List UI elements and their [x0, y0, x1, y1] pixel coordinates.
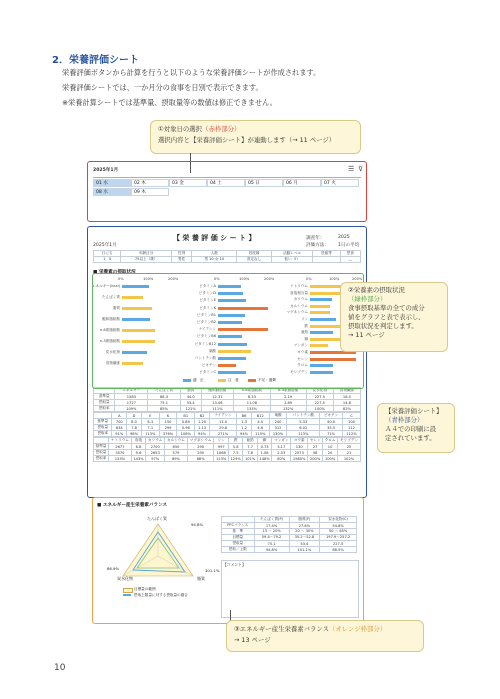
- table-cell: 摂取量: [94, 400, 115, 406]
- table-cell: 11.0: [209, 419, 236, 425]
- radar-legend-swatch-2: [123, 594, 131, 596]
- table-cell: 1068: [214, 450, 228, 456]
- intro-line-2: 栄養評価シートでは、一か月分の食事を日別で表示できます。: [62, 83, 263, 92]
- table-header-cell: n-3系脂肪酸: [270, 388, 306, 394]
- meta-label-method: 評価方法：: [306, 243, 329, 248]
- callout-pfc-frame: （オレンジ枠部分）: [329, 625, 387, 633]
- table-cell: 271%: [209, 431, 236, 437]
- table-cell: 227.5: [306, 394, 333, 400]
- table-cell: 121%: [180, 406, 201, 412]
- pfc-frame: [92, 497, 364, 624]
- table-header-cell: K: [159, 413, 177, 419]
- meta-value-method: 1日の平均: [338, 243, 360, 248]
- table-cell: 2.53: [272, 450, 291, 456]
- table-cell: 摂取率: [94, 406, 115, 412]
- bar-label: ナトリウム: [290, 284, 308, 288]
- table-header-cell: マンガン: [272, 438, 291, 444]
- table-cell: 2677: [109, 444, 132, 450]
- bar-label: カルシウム: [290, 303, 308, 308]
- table-cell: 8.0: [127, 419, 142, 425]
- bar-label: マグネシウム: [286, 310, 308, 315]
- table-header-cell: モリブデン: [338, 438, 361, 444]
- axis-tick: 100%: [239, 277, 250, 281]
- table-cell: 0.96: [177, 425, 195, 431]
- mineral-table: [93, 437, 361, 462]
- table-cell: 2700: [146, 444, 165, 450]
- date-panel-title: 2025年1月: [93, 168, 119, 173]
- bar-label: ビタミンC: [199, 370, 216, 375]
- table-cell: 197.9～257.2: [320, 535, 357, 541]
- table-header-cell: エネルギー: [115, 388, 148, 394]
- table-header-cell: 飽和脂肪酸: [201, 388, 234, 394]
- table-cell: 143%: [131, 456, 145, 462]
- table-cell: 700: [112, 419, 127, 425]
- table-cell: 18.0: [333, 394, 360, 400]
- table-cell: 3.17: [272, 444, 291, 450]
- table-cell: 200%: [308, 456, 323, 462]
- table-header-cell: カリウム: [146, 438, 165, 444]
- table-cell: 130: [291, 444, 308, 450]
- table-cell: 101.1%: [289, 547, 320, 553]
- table-cell: 132%: [270, 406, 306, 412]
- menu-icon[interactable]: ☰: [348, 165, 355, 173]
- axis-tick: 200%: [264, 277, 275, 281]
- radar-label-carb: 炭水化物: [117, 576, 133, 581]
- table-cell: 80%: [272, 456, 291, 462]
- table-cell: 11.08: [234, 400, 270, 406]
- table-cell: 25: [338, 444, 361, 450]
- bar-label: たんぱく質: [102, 295, 120, 299]
- table-cell: 44.0: [180, 394, 201, 400]
- table-cell: 50.0: [320, 419, 343, 425]
- table-header-cell: たんぱく質(P): [254, 517, 289, 523]
- table-cell: 102%: [338, 456, 361, 462]
- table-cell: 5.33: [287, 419, 320, 425]
- comment-box[interactable]: [221, 560, 359, 618]
- date-cell[interactable]: 08 水: [93, 188, 131, 196]
- table-cell: 6.3: [141, 419, 159, 425]
- bar-label: n-3系脂肪酸: [99, 339, 120, 343]
- bar-label: エネルギー(kcal): [91, 284, 120, 288]
- table-header-cell: クロム: [323, 438, 338, 444]
- callout-intake-title: ②栄養素の摂取状況: [348, 286, 405, 294]
- bar-label: 銅: [304, 336, 308, 341]
- callout-sheet-body-1: Ａ４での印刷に設: [385, 425, 437, 433]
- table-cell: 94%: [237, 431, 252, 437]
- axis-tick: 0%: [214, 277, 220, 281]
- table-cell: 2653: [146, 450, 165, 456]
- radar-value-carb: 86.9%: [107, 566, 120, 571]
- table-cell: 7.8: [243, 450, 257, 456]
- radar-legend-2: 摂取上限量に対する摂取量の割合: [134, 593, 188, 597]
- table-cell: 50 ～ 65%: [320, 529, 357, 535]
- vitamin-table: [93, 412, 361, 437]
- table-cell: 2573: [291, 450, 308, 456]
- bar-label: ビタミンD: [198, 291, 216, 296]
- table-cell: 27: [308, 444, 323, 450]
- date-cell[interactable]: 06 月: [283, 179, 321, 187]
- table-cell: 113%: [287, 431, 320, 437]
- table-cell: 8.33: [234, 394, 270, 400]
- info-table: 日にち 年齢区分 性別 人数 妊産婦 活動レベル 妊娠等 摂食 1．5 75以上（歳） 男性 男 10 女 10 設定なし 低い（Ⅰ） ―: [93, 250, 361, 263]
- table-cell: 21: [338, 450, 361, 456]
- callout-pfc-title: ③エネルギー産生栄養素バランス: [234, 625, 330, 633]
- table-cell: 71%: [320, 431, 343, 437]
- table-cell: 3570: [109, 450, 132, 456]
- date-cell[interactable]: 05 日: [245, 179, 283, 187]
- intake-frame: [92, 273, 364, 389]
- bar-label: マンガン: [293, 343, 308, 348]
- table-cell: 113%: [141, 431, 159, 437]
- callout-sheet-body-2: 定されています。: [385, 434, 436, 442]
- table-cell: 108%: [177, 431, 195, 437]
- table-row: [222, 547, 357, 553]
- table-cell: 13 ～ 20%: [254, 529, 289, 535]
- intro-line-1: 栄養評価ボタンから計算を行うと以下のような栄養評価シートが作成されます。: [62, 68, 321, 77]
- bar-label: ビタミンB12: [194, 341, 216, 346]
- table-header-cell: ナイアシン: [209, 413, 236, 419]
- table-cell: 摂取／上限: [222, 547, 255, 553]
- table-cell: 148%: [257, 456, 271, 462]
- table-cell: 摂取量: [222, 541, 255, 547]
- date-cell[interactable]: 03 金: [169, 179, 207, 187]
- radar-legend-swatch-1: [123, 588, 133, 593]
- axis-tick: 0%: [118, 277, 124, 281]
- bar-label: ナイアシン: [198, 327, 216, 332]
- table-cell: 91%: [112, 431, 127, 437]
- table-cell: 35.5: [320, 425, 343, 431]
- table-cell: 29.8: [209, 425, 236, 431]
- table-cell: 1583: [115, 394, 148, 400]
- table-cell: 1980%: [291, 456, 308, 462]
- table-cell: 88.5%: [320, 547, 357, 553]
- pfc-radar-chart: [113, 516, 203, 596]
- table-cell: 摂取率: [94, 456, 109, 462]
- table-cell: 13.06: [201, 400, 234, 406]
- axis-tick: 200%: [352, 277, 363, 281]
- table-cell: 摂取率: [94, 431, 112, 437]
- table-cell: 227.5: [320, 541, 357, 547]
- table-row: [94, 431, 361, 437]
- table-cell: 101%: [243, 456, 257, 462]
- table-cell: 9.6: [131, 450, 145, 456]
- table-cell: 579: [165, 450, 188, 456]
- table-cell: 112%: [343, 431, 361, 437]
- table-cell: 2.89: [270, 400, 306, 406]
- table-cell: 基準量: [94, 444, 109, 450]
- page-number: 10: [54, 663, 66, 673]
- table-cell: 12.31: [201, 394, 234, 400]
- sheet-month: 2025年1月: [93, 243, 117, 248]
- table-header-cell: 鉄: [228, 438, 242, 444]
- table-header-cell: ヨウ素: [291, 438, 308, 444]
- table-cell: 97%: [146, 456, 165, 462]
- table-header-cell: A: [112, 413, 127, 419]
- axis-tick: 0%: [306, 277, 312, 281]
- bar-label: パントテン酸: [194, 356, 216, 360]
- table-cell: 59.4～79.2: [254, 535, 289, 541]
- table-cell: 58: [308, 450, 323, 456]
- table-cell: 6.02: [287, 425, 320, 431]
- comment-label: 【コメント】: [223, 562, 246, 567]
- table-cell: 111%: [201, 406, 234, 412]
- table-cell: 82%: [333, 406, 360, 412]
- intake-heading: ■ 栄養素の摂取状況: [93, 270, 136, 275]
- table-cell: 7.5: [228, 450, 242, 456]
- table-cell: 130%: [269, 431, 287, 437]
- callout-date-select: [150, 120, 361, 154]
- table-cell: 1.3: [237, 419, 252, 425]
- table-cell: 227.5: [306, 400, 333, 406]
- legend-bad: 不足・過剰: [258, 378, 276, 382]
- legend-warn: 注 意: [228, 378, 239, 382]
- macro-table: [93, 387, 361, 412]
- table-cell: 113%: [214, 456, 228, 462]
- date-panel-frame: [87, 161, 367, 222]
- table-cell: 133%: [109, 456, 132, 462]
- table-cell: 5.8: [228, 444, 242, 450]
- table-cell: 1.2: [237, 425, 252, 431]
- table-cell: 299: [159, 425, 177, 431]
- table-cell: 6.8: [131, 444, 145, 450]
- callout-sheet-frame: （青枠部分）: [385, 416, 424, 424]
- table-cell: 10: [323, 444, 338, 450]
- bar-label: 食物繊維: [105, 361, 120, 365]
- section-title: 2．栄養評価シート: [52, 55, 139, 66]
- table-cell: 650: [165, 444, 188, 450]
- table-cell: 27.8%: [289, 523, 320, 529]
- table-cell: 2.19: [270, 394, 306, 400]
- callout-pfc: [226, 620, 424, 652]
- table-cell: 100: [343, 419, 361, 425]
- table-cell: 634: [112, 425, 127, 431]
- bar-label: ビタミンK: [199, 305, 216, 310]
- table-cell: 基準量: [94, 394, 115, 400]
- table-cell: 109%: [115, 406, 148, 412]
- bar-label: ビタミンE: [199, 298, 216, 303]
- callout-sheet-title: 【栄養評価シート】: [385, 407, 443, 415]
- date-cell[interactable]: 09 木: [131, 188, 169, 196]
- table-cell: 94%: [195, 431, 210, 437]
- table-cell: 目標量: [222, 535, 255, 541]
- sheet-title: 【 栄 養 評 価 シ ー ト 】: [173, 234, 256, 242]
- callout-intake-body-2: 値をグラフと表で表示し、: [348, 313, 425, 321]
- table-header-cell: カルシウム: [165, 438, 188, 444]
- table-cell: 17.4%: [254, 523, 289, 529]
- table-cell: 4.6: [251, 425, 269, 431]
- table-cell: 53.4: [289, 541, 320, 547]
- table-cell: 115%: [251, 431, 269, 437]
- table-header-cell: 脂質: [180, 388, 201, 394]
- table-cell: 290: [187, 450, 214, 456]
- bar-label: 葉酸: [208, 348, 216, 353]
- bar-label: 鉄: [304, 323, 308, 328]
- date-cell[interactable]: 01 水: [93, 179, 131, 187]
- table-header-cell: リン: [214, 438, 228, 444]
- table-header-cell: 脂質(F): [289, 517, 320, 523]
- callout-intake: [340, 282, 448, 352]
- table-row: [94, 456, 361, 462]
- table-header-cell: C: [343, 413, 361, 419]
- table-cell: 312: [269, 425, 287, 431]
- radar-value-fat: 101.1%: [205, 568, 220, 573]
- bar-label: ビタミンB6: [196, 334, 216, 339]
- table-header-cell: 食塩: [131, 438, 145, 444]
- table-cell: 7.1: [141, 425, 159, 431]
- table-cell: 1.20: [195, 419, 210, 425]
- date-cell[interactable]: 02 木: [131, 179, 169, 187]
- callout-pfc-link: → 13 ページ: [234, 636, 271, 644]
- table-header-cell: パントテン酸: [287, 413, 320, 419]
- bar-label: ビタミンB2: [196, 320, 216, 324]
- table-cell: 94.8%: [254, 547, 289, 553]
- table-header-cell: 炭水化物: [306, 388, 333, 394]
- table-cell: 7.7: [243, 444, 257, 450]
- table-header-cell: 銅: [257, 438, 271, 444]
- table-cell: 997: [214, 444, 228, 450]
- radar-value-protein: 94.8%: [191, 522, 204, 527]
- callout-date-frame: （赤枠部分）: [202, 125, 241, 133]
- table-cell: 86%: [187, 456, 214, 462]
- meta-value-year: 2025: [338, 235, 350, 240]
- table-header-cell: B1: [177, 413, 195, 419]
- table-cell: 0.73: [257, 444, 271, 450]
- table-cell: 85%: [148, 406, 181, 412]
- table-cell: 240: [269, 419, 287, 425]
- callout-intake-frame: （緑枠部分）: [348, 295, 387, 303]
- table-header-cell: ナトリウム: [109, 438, 132, 444]
- bar-label: 脂質: [112, 306, 120, 310]
- filter-icon[interactable]: ⊽: [358, 165, 364, 173]
- table-cell: 133%: [234, 406, 270, 412]
- table-cell: 89%: [165, 456, 188, 462]
- axis-tick: 100%: [143, 277, 154, 281]
- table-header-cell: ビオチン: [320, 413, 343, 419]
- axis-tick: 200%: [168, 277, 179, 281]
- table-cell: 1.13: [195, 425, 210, 431]
- radar-label-protein: たんぱく質: [147, 516, 167, 521]
- callout-intake-body-3: 摂取状況を判定します。: [348, 322, 418, 330]
- bar-label: ビタミンA: [199, 284, 216, 288]
- axis-tick: 100%: [329, 277, 340, 281]
- table-cell: 53.4: [180, 400, 201, 406]
- table-cell: 112: [343, 425, 361, 431]
- pfc-table: [221, 516, 357, 553]
- callout-date-desc: 選択内容と【栄養評価シート】が連動します（→ 11 ページ）: [158, 136, 336, 144]
- bar-label: ヨウ素: [297, 350, 308, 354]
- table-cell: 35.2～52.8: [289, 535, 320, 541]
- table-cell: 摂取量: [94, 425, 112, 431]
- table-header-cell: E: [141, 413, 159, 419]
- table-cell: 100%: [306, 406, 333, 412]
- table-header-cell: B2: [195, 413, 210, 419]
- table-cell: 1.08: [257, 450, 271, 456]
- intro-line-3: ※栄養計算シートでは基準量、摂取量等の数値は修正できません。: [62, 98, 277, 107]
- table-header-cell: セレン: [308, 438, 323, 444]
- table-cell: 75.1: [148, 400, 181, 406]
- table-cell: 4.0: [251, 419, 269, 425]
- bar-label: 亜鉛: [300, 330, 308, 335]
- table-header-cell: B6: [237, 413, 252, 419]
- table-cell: 7.8: [127, 425, 142, 431]
- table-cell: 129%: [228, 456, 242, 462]
- table-cell: 376%: [159, 431, 177, 437]
- table-header-cell: D: [127, 413, 142, 419]
- table-header-cell: 炭水化物(C): [320, 517, 357, 523]
- bar-label: 食塩相当量: [290, 290, 308, 295]
- table-cell: 54.8%: [320, 523, 357, 529]
- table-header-cell: 食物繊維: [333, 388, 360, 394]
- table-cell: 14.8: [333, 400, 360, 406]
- bar-label: セレン: [297, 356, 308, 361]
- callout-sheet: [377, 403, 455, 453]
- callout-intake-body-4: → 11 ページ: [348, 331, 385, 339]
- table-cell: 290: [187, 444, 214, 450]
- bar-label: 炭水化物: [105, 350, 120, 354]
- table-header-cell: 亜鉛: [243, 438, 257, 444]
- table-header-cell: B12: [251, 413, 269, 419]
- table-cell: PFCバランス: [222, 523, 255, 529]
- table-header-cell: マグネシウム: [187, 438, 214, 444]
- table-header-cell: n-6系脂肪酸: [234, 388, 270, 394]
- meta-label-year: 調査年：: [306, 236, 325, 241]
- bar-label: n-6系脂肪酸: [99, 328, 120, 332]
- radar-label-fat: 脂質: [197, 576, 205, 581]
- table-row: [94, 406, 361, 412]
- bar-label: 飽和脂肪酸: [102, 317, 120, 321]
- table-cell: 基 準: [222, 529, 255, 535]
- legend-ok: 適 正: [193, 378, 204, 382]
- date-cell[interactable]: 07 火: [321, 179, 359, 187]
- bar-label: モリブデン: [290, 369, 308, 374]
- bar-label: リン: [300, 317, 308, 321]
- date-cell[interactable]: 04 土: [207, 179, 245, 187]
- table-cell: 基準量: [94, 419, 112, 425]
- bar-label: クロム: [297, 363, 308, 368]
- table-cell: 20: [323, 450, 338, 456]
- callout-date-title: ①対象日の選択: [158, 125, 203, 133]
- table-cell: 20 ～ 30%: [289, 529, 320, 535]
- table-cell: 98%: [127, 431, 142, 437]
- pfc-heading: ■ エネルギー産生栄養素バランス: [97, 503, 168, 508]
- table-cell: 摂取量: [94, 450, 109, 456]
- table-cell: 100%: [323, 456, 338, 462]
- table-header-cell: 葉酸: [269, 413, 287, 419]
- table-header-cell: たんぱく質: [148, 388, 181, 394]
- bar-label: ビタミンB1: [196, 312, 216, 317]
- callout-intake-body-1: 食事摂取基準の全ての成分: [348, 304, 425, 312]
- table-cell: 150: [159, 419, 177, 425]
- table-cell: 75.1: [254, 541, 289, 547]
- bar-label: カリウム: [293, 297, 308, 302]
- table-cell: 88.3: [148, 394, 181, 400]
- radar-legend-1: 目標量の範囲: [134, 587, 156, 591]
- table-cell: 0.89: [177, 419, 195, 425]
- table-cell: 1727: [115, 400, 148, 406]
- bar-label: ビオチン: [201, 363, 216, 368]
